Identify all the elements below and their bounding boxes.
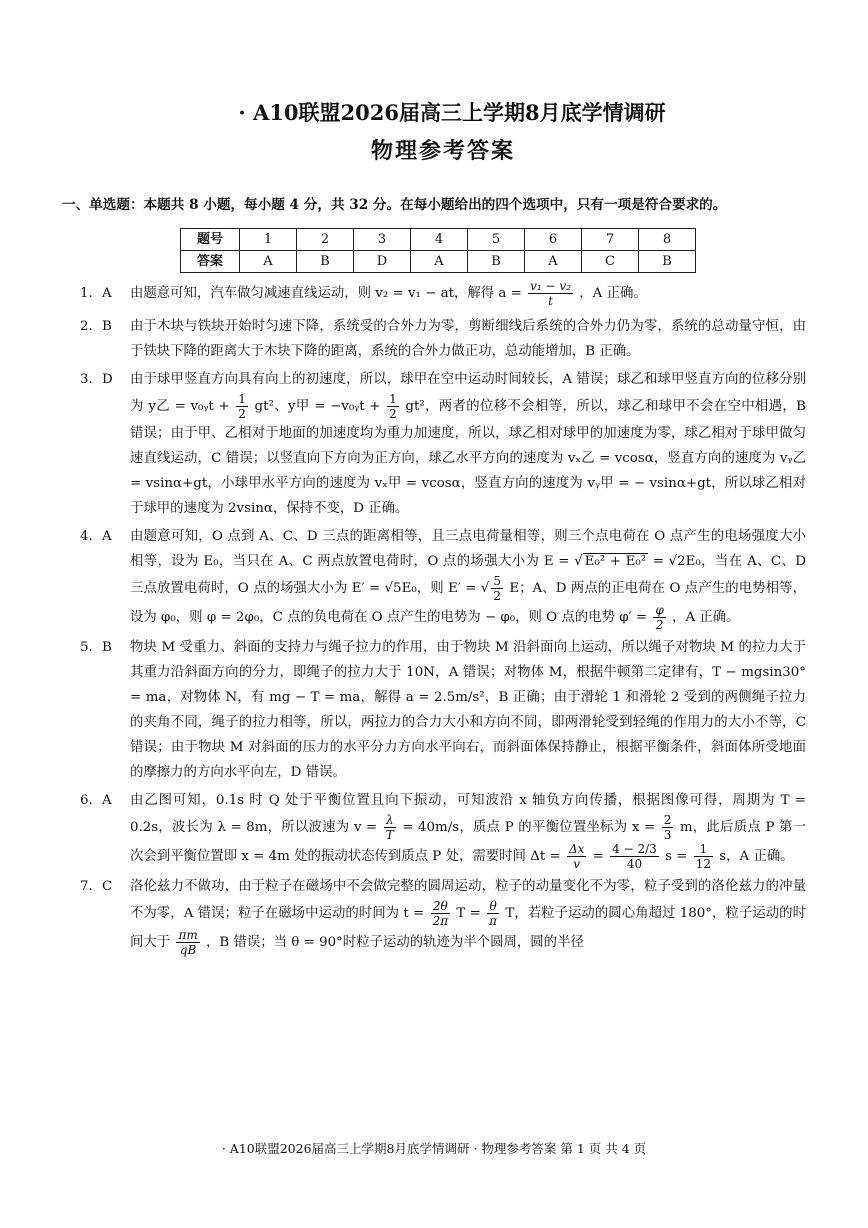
- solution-text: s，A 正确。: [719, 849, 794, 864]
- answer-key: A: [102, 529, 112, 544]
- fraction-numerator: Δx: [568, 842, 585, 856]
- fraction-numerator: λ: [384, 813, 396, 828]
- fraction-numerator: φ: [655, 603, 664, 617]
- fraction-denominator: π: [489, 914, 498, 928]
- solution-text: =: [592, 849, 604, 864]
- fraction-numerator: θ: [487, 899, 499, 914]
- solution-3: [80, 367, 806, 521]
- fraction-denominator: 3: [663, 828, 672, 842]
- section-heading: 一、单选题：本题共 8 小题，每小题 4 分，共 32 分。在每小题给出的四个选项中，只有一项是符合要求的。: [62, 197, 727, 213]
- fraction: [694, 842, 713, 871]
- question-number: 4.: [80, 529, 93, 544]
- table-cell-number: 6: [525, 229, 582, 251]
- answer-table: [180, 228, 696, 273]
- table-cell-answer: A: [525, 251, 582, 273]
- question-number: 3.: [80, 372, 93, 387]
- question-number: 1.: [80, 286, 93, 301]
- fraction-numerator: 1: [389, 392, 397, 406]
- table-cell-answer: A: [240, 251, 297, 273]
- fraction-denominator: 2: [493, 589, 501, 603]
- solution-6: [80, 788, 806, 871]
- solution-5: [80, 635, 806, 785]
- fraction: [610, 842, 659, 871]
- fraction: [491, 574, 503, 603]
- solution-1: [80, 277, 806, 311]
- answer-key: A: [102, 286, 112, 301]
- sqrt-expression: E₀² + E₀²: [584, 554, 647, 569]
- fraction: [431, 899, 451, 928]
- fraction-numerator: 1: [238, 392, 246, 406]
- solution-text: gt²、y甲 = −v₀ᵧt +: [254, 399, 381, 414]
- solution-text: s =: [665, 849, 688, 864]
- table-cell-number: 3: [354, 229, 411, 251]
- solution-text: m，此后质点 P 第一次会到平衡位置即 x = 4m 处的振动状态传到质点 P 处，需要时间 Δt =: [130, 820, 807, 864]
- table-cell-number: 7: [582, 229, 639, 251]
- table-cell-number: 2: [297, 229, 354, 251]
- solution-text: T =: [456, 906, 481, 921]
- fraction-denominator: 12: [695, 857, 711, 871]
- solution-text: 由题意可知，O 点到 A、C、D 三点的距离相等，且三点电荷量相等，则三个点电荷在 O 点产生的电场强度大小相等，设为 E₀，当只在 A、C 两点放置电荷时，O 点的场强大小为 E =: [130, 529, 806, 569]
- solution-text: = 40m/s，质点 P 的平衡位置坐标为 x =: [402, 820, 656, 835]
- solution-2: [80, 314, 806, 364]
- solution-text: ，A 正确。: [579, 286, 647, 301]
- question-number: 5.: [80, 640, 93, 655]
- table-cell-answer: B: [639, 251, 696, 273]
- answer-table-answer-row: [181, 251, 696, 273]
- fraction-numerator: 2θ: [431, 899, 451, 914]
- table-cell-answer: B: [297, 251, 354, 273]
- fraction-numerator: v₁ − v₂: [530, 279, 572, 293]
- table-cell-answer: C: [582, 251, 639, 273]
- fraction-half: [236, 392, 248, 421]
- solution-text: 物块 M 受重力、斜面的支持力与绳子拉力的作用，由于物块 M 沿斜面向上运动，所以绳子对物块 M 的拉力大于其重力沿斜面方向的分力，即绳子的拉力大于 10N，A 错误；对物体 M，根据牛顿第二定律有，T − mgsin30° = ma，对物体 N，有 mg − T = ma，解得 a = 2.5m/s²，B 正确；由于滑轮 1 和滑轮 2 受到的两侧绳子拉力的夹角不同，绳子的拉力相等，所以，两拉力的合力大小和方向不同，即两滑轮受到轻绳的作用力的大小不等，C 错误；由于物块 M 对斜面的压力的水平分力方向水平向右，而斜面体保持静止，根据平衡条件，斜面体所受地面的摩擦力的方向水平向左，D 错误。: [130, 640, 806, 780]
- fraction: [176, 928, 199, 957]
- fraction-denominator: 2: [655, 618, 664, 632]
- fraction: [662, 813, 674, 842]
- table-cell-number: 4: [411, 229, 468, 251]
- fraction-numerator: 2: [663, 813, 672, 827]
- table-header-number: 题号: [181, 229, 240, 251]
- fraction-numerator: πm: [178, 928, 198, 942]
- doc-title: · A10联盟2026届高三上学期8月底学情调研: [238, 100, 666, 125]
- fraction-numerator: 1: [694, 842, 713, 857]
- solution-4: 4. A 由题意可知，O 点到 A、C、D 三点的距离相等，且三点电荷量相等，则三个点电荷在 O 点产生的电场强度大小相等，设为 E₀，当只在 A、C 两点放置电荷时，O 点的场强大小为 E = √ E₀² + E₀² = √2E₀，当在 A、C、D 三点放置电荷时，O 点的场强大小为 E′ = √5E₀，则 E′ = √ $\frac{5}{2}$ E；A、D 两点的正电荷在 O 点产生的电势相等，设为 φ₀，则 φ = 2φ₀，C 点的负电荷在 O 点产生的电势为 − φ₀，则 O 点的电势 φ′ = $\frac{\varphi}{2}$ ，A 正确。: [80, 524, 806, 632]
- solution-text: 由乙图可知，0.1s 时 Q 处于平衡位置且向下振动，可知波沿 x 轴负方向传播，根据图像可得，周期为 T = 0.2s，波长为 λ = 8m，所以波速为 v =: [130, 793, 806, 835]
- table-header-answer: 答案: [181, 251, 240, 273]
- question-number: 7.: [80, 879, 93, 894]
- table-cell-number: 8: [639, 229, 696, 251]
- fraction-denominator: T: [385, 828, 394, 842]
- answer-key: C: [102, 879, 113, 894]
- fraction-half: [387, 392, 399, 421]
- answer-table-number-row: [181, 229, 696, 251]
- fraction-denominator: qB: [179, 943, 197, 957]
- fraction-numerator: 4 − 2/3: [612, 842, 657, 856]
- table-cell-number: 5: [468, 229, 525, 251]
- fraction-denominator: t: [548, 294, 553, 308]
- question-number: 2.: [80, 319, 93, 334]
- page-footer: · A10联盟2026届高三上学期8月底学情调研 · 物理参考答案 第 1 页 共 4 页: [221, 1141, 647, 1156]
- solution-text: 洛伦兹力不做功，由于粒子在磁场中不会做完整的圆周运动，粒子的动量变化不为零，粒子受到的洛伦兹力的冲量不为零，A 错误；粒子在磁场中运动的时间为 t =: [130, 879, 806, 921]
- solution-7: [80, 874, 806, 957]
- answer-key: A: [102, 793, 112, 808]
- table-cell-number: 1: [240, 229, 297, 251]
- answer-key: D: [102, 372, 113, 387]
- solution-text: = √2E₀，当在 A、C、D 三点放置电荷时，O 点的场强大小为 E′ = √5E₀，则 E′ =: [130, 554, 806, 596]
- fraction-numerator: 5: [493, 574, 501, 588]
- table-cell-answer: D: [354, 251, 411, 273]
- answer-key: B: [102, 319, 112, 334]
- question-number: 6.: [80, 793, 93, 808]
- fraction: [653, 603, 665, 632]
- doc-subtitle: 物理参考答案: [370, 138, 515, 164]
- table-cell-answer: A: [411, 251, 468, 273]
- solution-text: E；A、D 两点的正电荷在 O 点产生的电势相等，设为 φ₀，则 φ = 2φ₀，C 点的负电荷在 O 点产生的电势为 − φ₀，则 O 点的电势 φ′ =: [130, 581, 806, 625]
- solution-text: ，B 错误；当 θ = 90°时粒子运动的轨迹为半个圆周，圆的半径: [205, 935, 584, 950]
- solution-text: 由题意可知，汽车做匀减速直线运动，则 v₂ = v₁ − at，解得 a =: [130, 286, 522, 301]
- fraction-denominator: 2π: [432, 914, 449, 928]
- fraction: [384, 813, 396, 842]
- solution-text: 由于木块与铁块开始时匀速下降，系统受的合外力为零，剪断细线后系统的合外力仍为零，系统的总动量守恒，由于铁块下降的距离大于木块下降的距离，系统的合外力做正功，总动能增加，B 正确。: [130, 319, 806, 359]
- fraction-denominator: v: [573, 857, 581, 871]
- table-cell-answer: B: [468, 251, 525, 273]
- solution-text: 由于球甲竖直方向具有向上的初速度，所以，球甲在空中运动时间较长，A 错误；球乙和球甲竖直方向的位移分别为 y乙 = v₀ᵧt +: [130, 372, 806, 414]
- fraction: [528, 279, 573, 308]
- fraction: [567, 842, 586, 871]
- fraction-denominator: 2: [389, 407, 397, 421]
- solution-text: T，若粒子运动的圆心角超过 180°，粒子运动的时间大于: [130, 906, 806, 950]
- solution-text: ，A 正确。: [672, 610, 740, 625]
- solution-text: gt²，两者的位移不会相等，所以，球乙和球甲不会在空中相遇，B 错误；由于甲、乙相对于地面的加速度均为重力加速度，所以，球乙相对球甲的加速度为零，球乙相对于球甲做匀速直线运动，C 错误；以竖直向下方向为正方向，球乙水平方向的速度为 vₓ乙 = vcosα，竖直方向的速度为 vᵧ乙 = vsinα+gt，小球甲水平方向的速度为 vₓ甲 = vcosα，竖直方向的速度为 vᵧ甲 = − vsinα+gt，所以球乙相对于球甲的速度为 2vsinα，保持不变，D 正确。: [130, 399, 807, 516]
- fraction: [487, 899, 499, 928]
- answer-key: B: [102, 640, 112, 655]
- fraction-denominator: 40: [626, 857, 643, 871]
- fraction-denominator: 2: [238, 407, 246, 421]
